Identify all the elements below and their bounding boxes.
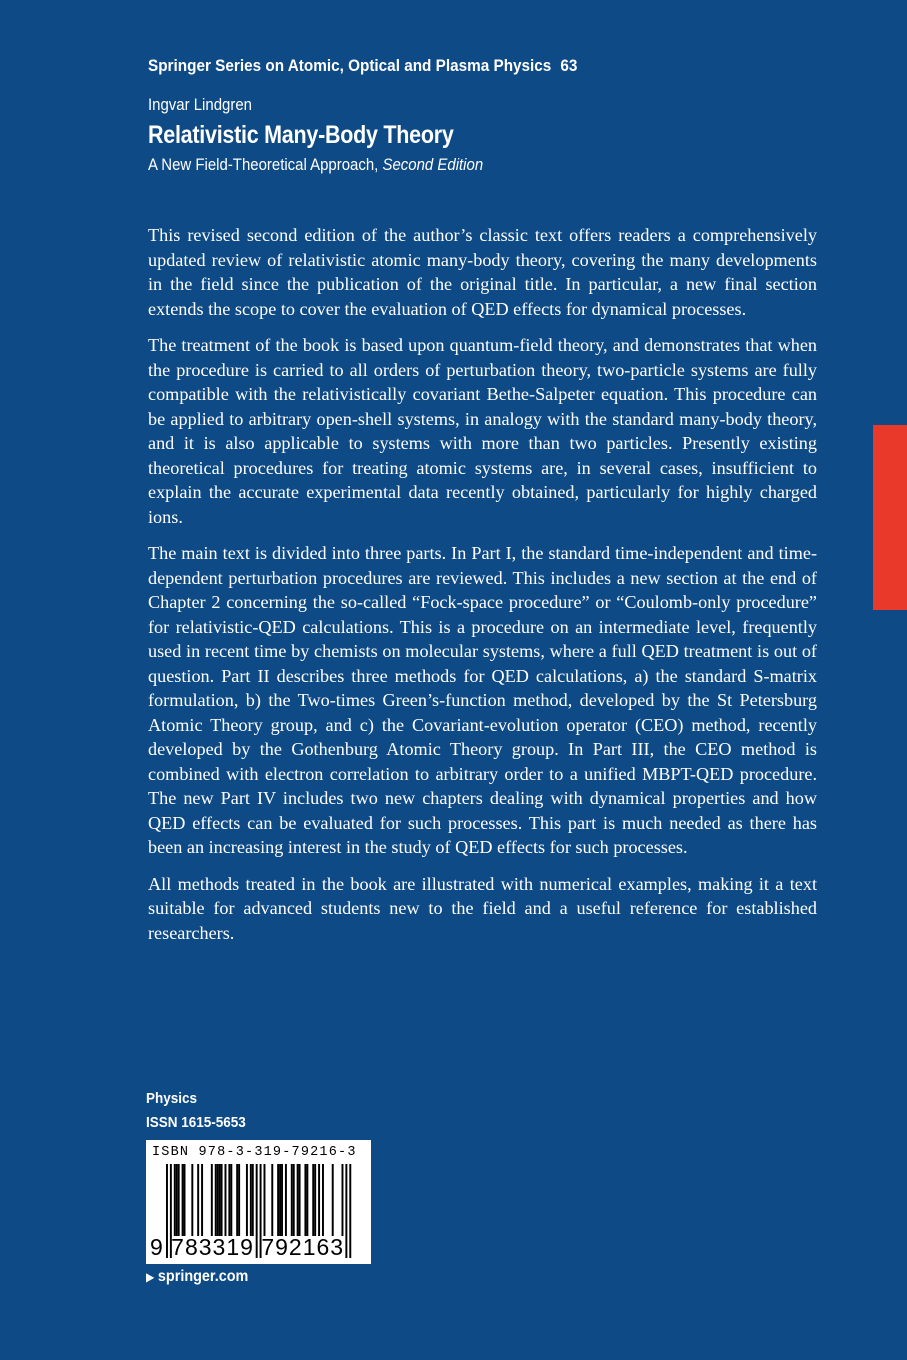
barcode-bar — [297, 1164, 299, 1236]
issn: ISSN 1615-5653 — [146, 1114, 246, 1131]
barcode-bar — [252, 1164, 254, 1236]
series-name: Springer Series on Atomic, Optical and Plasma Physics — [148, 56, 552, 75]
barcode-bar — [178, 1164, 180, 1236]
barcode-bar — [219, 1164, 221, 1236]
barcode-bar — [230, 1164, 232, 1236]
isbn-text: ISBN 978-3-319-79216-3 — [152, 1145, 357, 1160]
triangle-right-icon: ▶ — [146, 1270, 155, 1284]
barcode-bar — [201, 1164, 203, 1236]
ean-digits: 9 783319 792163 — [150, 1234, 345, 1260]
barcode-bar — [332, 1164, 334, 1236]
barcode-bar — [225, 1164, 227, 1236]
barcode-bar — [277, 1164, 279, 1236]
barcode-bar — [271, 1164, 273, 1236]
barcode-bar — [182, 1164, 184, 1236]
barcode-bar — [264, 1164, 266, 1236]
subject: Physics — [146, 1090, 198, 1107]
barcode-bar — [215, 1164, 217, 1236]
barcode-bar — [221, 1164, 223, 1236]
barcode-bar — [238, 1164, 240, 1236]
barcode-bar — [312, 1164, 314, 1236]
subtitle-text: A New Field-Theoretical Approach, — [148, 155, 379, 174]
barcode-bar — [246, 1164, 248, 1236]
barcode-bar — [176, 1164, 178, 1236]
series-number: 63 — [560, 56, 578, 75]
blurb — [148, 223, 817, 957]
barcode-bar — [291, 1164, 293, 1236]
isbn-barcode — [146, 1140, 371, 1264]
barcode-bar — [304, 1164, 306, 1236]
barcode-bar — [314, 1164, 316, 1236]
author: Ingvar Lindgren — [148, 95, 252, 114]
barcode-bar — [197, 1164, 199, 1236]
blurb-paragraph: This revised second edition of the author’s classic text offers readers a comprehensively updated review of relativistic atomic many-body theory, covering the many developments in the field since the publication of the original title. In particular, a new final section extends the scope to cover the evaluation of QED effects for dynamical processes. — [148, 225, 817, 319]
book-subtitle — [148, 155, 483, 175]
blurb-paragraph: The treatment of the book is based upon quantum-field theory, and demonstrates that when the procedure is carried to all orders of perturbation theory, two-particle systems are fully compatible with the relativistically covariant Bethe-Salpeter equation. This procedure can be applied to arbitrary open-shell systems, in analogy with the standard many-body theory, and it is also applicable to systems with more than two particles. Presently existing theoretical procedures for treating atomic systems are, in several cases, insufficient to explain the accurate experimental data recently obtained, particularly for highly charged ions. — [148, 335, 817, 527]
barcode-bar — [174, 1164, 176, 1236]
barcode-bar — [342, 1164, 344, 1236]
barcode-bar — [279, 1164, 281, 1236]
barcode-bar — [306, 1164, 308, 1236]
barcode-bar — [318, 1164, 320, 1236]
barcode-bar — [211, 1164, 213, 1236]
barcode-bar — [299, 1164, 301, 1236]
blurb-paragraph: All methods treated in the book are illustrated with numerical examples, making it a text suitable for advanced students new to the field and a useful reference for established researchers. — [148, 873, 817, 943]
barcode-bar — [217, 1164, 219, 1236]
red-edge-tab — [873, 425, 907, 610]
book-title: Relativistic Many-Body Theory — [148, 121, 454, 149]
series-title — [148, 56, 577, 76]
barcode-bar — [184, 1164, 186, 1236]
barcode-bar — [345, 1164, 347, 1258]
barcode-bar — [281, 1164, 283, 1236]
barcode-bar — [293, 1164, 295, 1236]
barcode-bar — [191, 1164, 193, 1236]
website-link[interactable] — [146, 1268, 248, 1286]
barcode-bar — [228, 1164, 230, 1236]
barcode-bar — [250, 1164, 252, 1236]
barcode-bar — [349, 1164, 351, 1258]
barcode-bar — [236, 1164, 238, 1236]
barcode-bar — [322, 1164, 324, 1236]
barcode-bar — [285, 1164, 287, 1236]
website-text: springer.com — [157, 1268, 249, 1285]
blurb-paragraph: The main text is divided into three parts. In Part I, the standard time-independent and time-dependent perturbation procedures are reviewed. This includes a new section at the end of Chapter 2 concerning the so-called “Fock-space procedure” or “Coulomb-only procedure” for relativistic-QED calculations. This is a procedure on an intermediate level, frequently used in recent time by chemists on molecular systems, where a full QED treatment is out of question. Part II describes three methods for QED calculations, a) the standard S-matrix formulation, b) the Two-times Green’s-function method, developed by the St Petersburg Atomic Theory group, and c) the Covariant-evolution operator (CEO) method, recently developed by the Gothenburg Atomic Theory group. In Part III, the CEO method is combined with electron correlation to arbitrary order to a unified MBPT-QED procedure. The new Part IV includes two new chapters dealing with dynamical properties and how QED effects can be evaluated for such processes. This part is much needed as there has been an increasing interest in the study of QED effects for such processes. — [148, 543, 817, 857]
edition: Second Edition — [382, 155, 484, 174]
